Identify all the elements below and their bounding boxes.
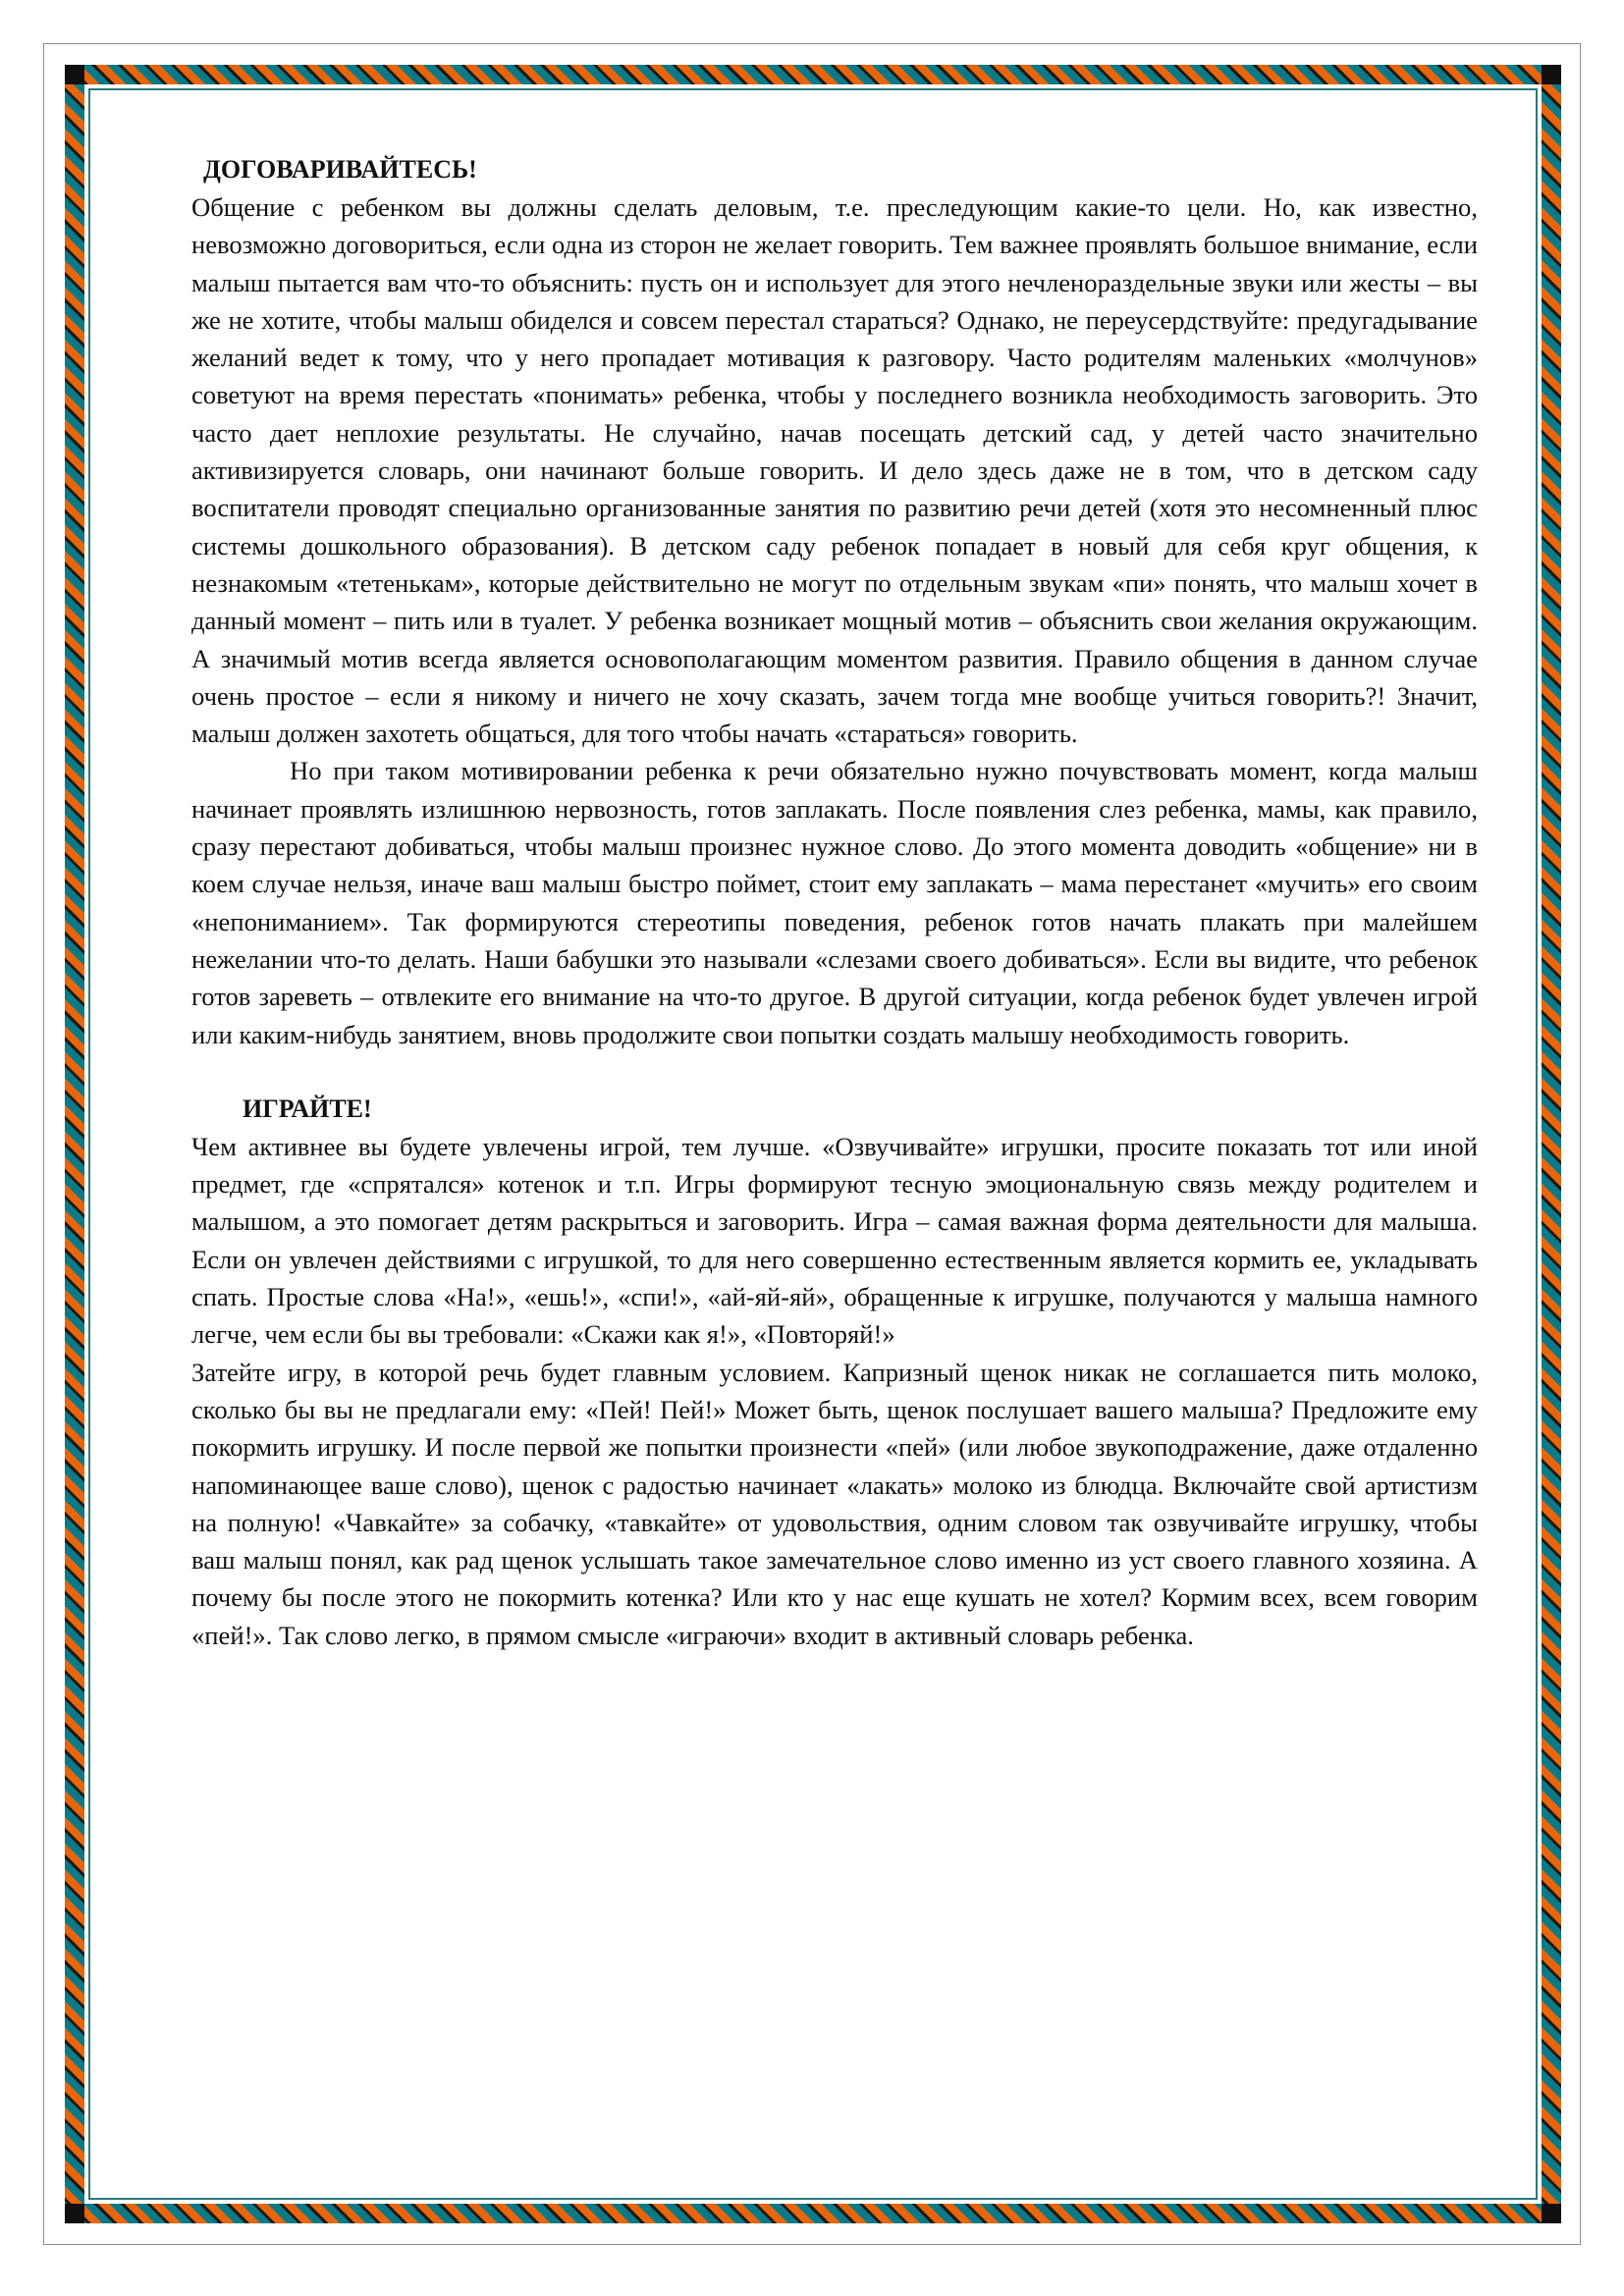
paragraph: Чем активнее вы будете увлечены игрой, тем лучше. «Озвучивайте» игрушки, просите показать тот или иной предмет, где «спрятался» котенок и т.п. Игры формируют тесную эмоциональную связь между родителем и малышом, а это помогает детям раскрыться и заговорить. Игра – самая важная форма деятельности для малыша. Если он увлечен действиями с игрушкой, то для него совершенно естественным является кормить ее, укладывать спать. Простые слова «На!», «ешь!», «спи!», «ай-яй-яй», обращенные к игрушке, получаются у малыша намного легче, чем если бы вы требовали: «Скажи как я!», «Повторяй!» xyxy=(191,1131,1478,1350)
corner-ornament-top-left xyxy=(65,65,84,84)
paragraph: Общение с ребенком вы должны сделать деловым, т.е. преследующим какие-то цели. Но, как известно, невозможно договориться, если одна из сторон не желает говорить. Тем важнее проявлять большое внимание, если малыш пытается вам что-то объяснить: пусть он и использует для этого нечленораздельные звуки или жесты – вы же не хотите, чтобы малыш обиделся и совсем перестал стараться? Однако, не переусердствуйте: предугадывание желаний ведет к тому, что у него пропадает мотивация к разговору. Часто родителям маленьких «молчунов» советуют на время перестать «понимать» ребенка, чтобы у последнего возникла необходимость заговорить. Это часто дает неплохие результаты. Не случайно, начав посещать детский сад, у детей часто значительно активизируется словарь, они начинают больше говорить. И дело здесь даже не в том, что в детском саду воспитатели проводят специально организованные занятия по развитию речи детей (хотя это несомненный плюс системы дошкольного образования). В детском саду ребенок попадает в новый для себя круг общения, к незнакомым «тетенькам», которые действительно не могут по отдельным звукам «пи» понять, что малыш хочет в данный момент – пить или в туалет. У ребенка возникает мощный мотив – объяснить свои желания окружающим. А значимый мотив всегда является основополагающим моментом развития. Правило общения в данном случае очень простое – если я никому и ничего не хочу сказать, зачем тогда мне вообще учиться говорить?! Значит, малыш должен захотеть общаться, для того чтобы начать «стараться» говорить. xyxy=(191,192,1478,749)
corner-ornament-top-right xyxy=(1542,65,1561,84)
paragraph: Затейте игру, в которой речь будет главным условием. Капризный щенок никак не соглашается пить молоко, сколько бы вы не предлагали ему: «Пей! Пей!» Может быть, щенок послушает вашего малыша? Предложите ему покормить игрушку. И после первой же попытки произнести «пей» (или любое звукоподражение, даже отдаленно напоминающее ваше слово), щенок с радостью начинает «лакать» молоко из блюдца. Включайте свой артистизм на полную! «Чавкайте» за собачку, «тавкайте» от удовольствия, одним словом так озвучивайте игрушку, чтобы ваш малыш понял, как рад щенок услышать такое замечательное слово именно из уст своего главного хозяина. А почему бы после этого не покормить котенка? Или кто у нас еще кушать не хотел? Кормим всех, всем говорим «пей!». Так слово легко, в прямом смысле «играючи» входит в активный словарь ребенка. xyxy=(191,1357,1478,1650)
section-heading-play: ИГРАЙТЕ! xyxy=(243,1094,372,1123)
corner-ornament-bottom-left xyxy=(65,2204,84,2223)
document-body xyxy=(191,147,1478,1654)
section-heading-negotiate: ДОГОВАРИВАЙТЕСЬ! xyxy=(203,155,477,184)
corner-ornament-bottom-right xyxy=(1542,2204,1561,2223)
paragraph: Но при таком мотивировании ребенка к речи обязательно нужно почувствовать момент, когда малыш начинает проявлять излишнюю нервозность, готов заплакать. После появления слез ребенка, мамы, как правило, сразу перестают добиваться, чтобы малыш произнес нужное слово. До этого момента доводить «общение» ни в коем случае нельзя, иначе ваш малыш быстро поймет, стоит ему заплакать – мама перестанет «мучить» его своим «непониманием». Так формируются стереотипы поведения, ребенок готов начать плакать при малейшем нежелании что-то делать. Наши бабушки это называли «слезами своего добиваться». Если вы видите, что ребенок готов зареветь – отвлеките его внимание на что-то другое. В другой ситуации, когда ребенок будет увлечен игрой или каким-нибудь занятием, вновь продолжите свои попытки создать малышу необходимость говорить. xyxy=(191,756,1478,1049)
